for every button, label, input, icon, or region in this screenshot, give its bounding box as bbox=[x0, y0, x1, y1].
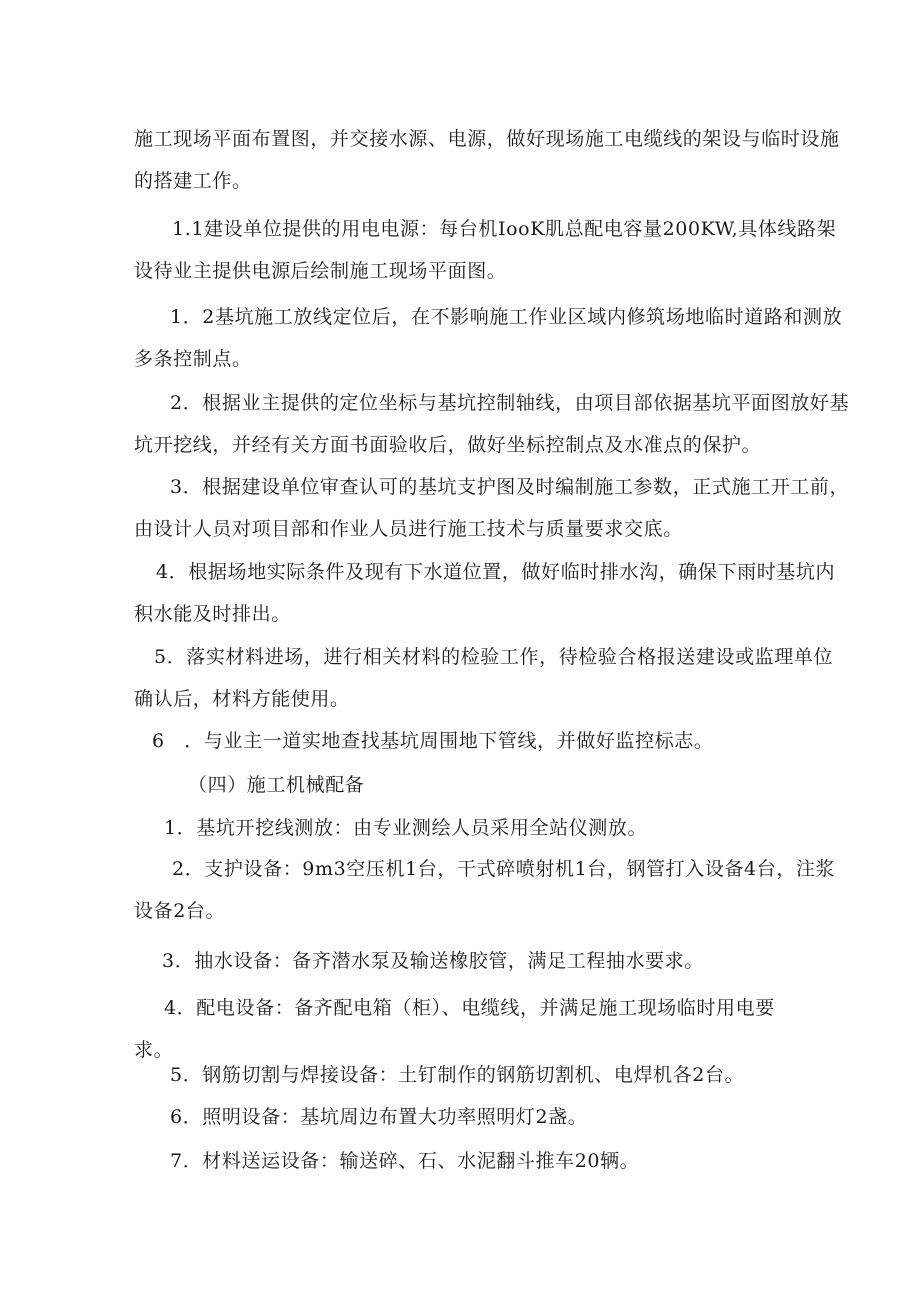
paragraph-site-layout: 施工现场平面布置图，并交接水源、电源，做好现场施工电缆线的架设与临时设施的搭建工作。 bbox=[134, 128, 840, 192]
machinery-item-7: 7．材料送运设备：输送碎、石、水泥翻斗推车20辆。 bbox=[170, 1150, 640, 1172]
machinery-item-5: 5．钢筋切割与焊接设备：土钉制作的钢筋切割机、电焊机各2台。 bbox=[170, 1064, 745, 1086]
machinery-item-4: 4．配电设备：备齐配电箱（柜）、电缆线，并满足施工现场临时用电要求。 bbox=[134, 997, 775, 1061]
paragraph-5-materials: 5．落实材料进场，进行相关材料的检验工作，待检验合格报送建设或监理单位确认后，材料方能使用。 bbox=[134, 646, 834, 710]
paragraph-6-pipelines: 6 ．与业主一道实地查找基坑周围地下管线，并做好监控标志。 bbox=[152, 730, 714, 752]
paragraph-3-support-design: 3．根据建设单位审查认可的基坑支护图及时编制施工参数，正式施工开工前，由设计人员对项目部和作业人员进行施工技术与质量要求交底。 bbox=[134, 476, 850, 540]
machinery-item-2: 2．支护设备：9m3空压机1台，干式碎喷射机1台，钢管打入设备4台，注浆设备2台。 bbox=[134, 858, 836, 922]
machinery-item-3: 3．抽水设备：备齐潜水泵及输送橡胶管，满足工程抽水要求。 bbox=[162, 950, 704, 972]
paragraph-1-1-power-supply: 1.1建设单位提供的用电电源：每台机IooK肌总配电容量200KW,具体线路架设待业主提供电源后绘制施工现场平面图。 bbox=[134, 218, 837, 282]
machinery-item-1: 1．基坑开挖线测放：由专业测绘人员采用全站仪测放。 bbox=[164, 817, 648, 839]
paragraph-1-2-survey: 1．2基坑施工放线定位后，在不影响施工作业区域内修筑场地临时道路和测放多条控制点。 bbox=[134, 306, 843, 370]
paragraph-2-coordinates: 2．根据业主提供的定位坐标与基坑控制轴线，由项目部依据基坑平面图放好基坑开挖线，并经有关方面书面验收后，做好坐标控制点及水准点的保护。 bbox=[134, 392, 850, 456]
section-heading-machinery: （四）施工机械配备 bbox=[188, 774, 365, 796]
paragraph-4-drainage: 4．根据场地实际条件及现有下水道位置，做好临时排水沟，确保下雨时基坑内积水能及时排出。 bbox=[134, 561, 836, 625]
machinery-item-6: 6．照明设备：基坑周边布置大功率照明灯2盏。 bbox=[170, 1106, 588, 1128]
